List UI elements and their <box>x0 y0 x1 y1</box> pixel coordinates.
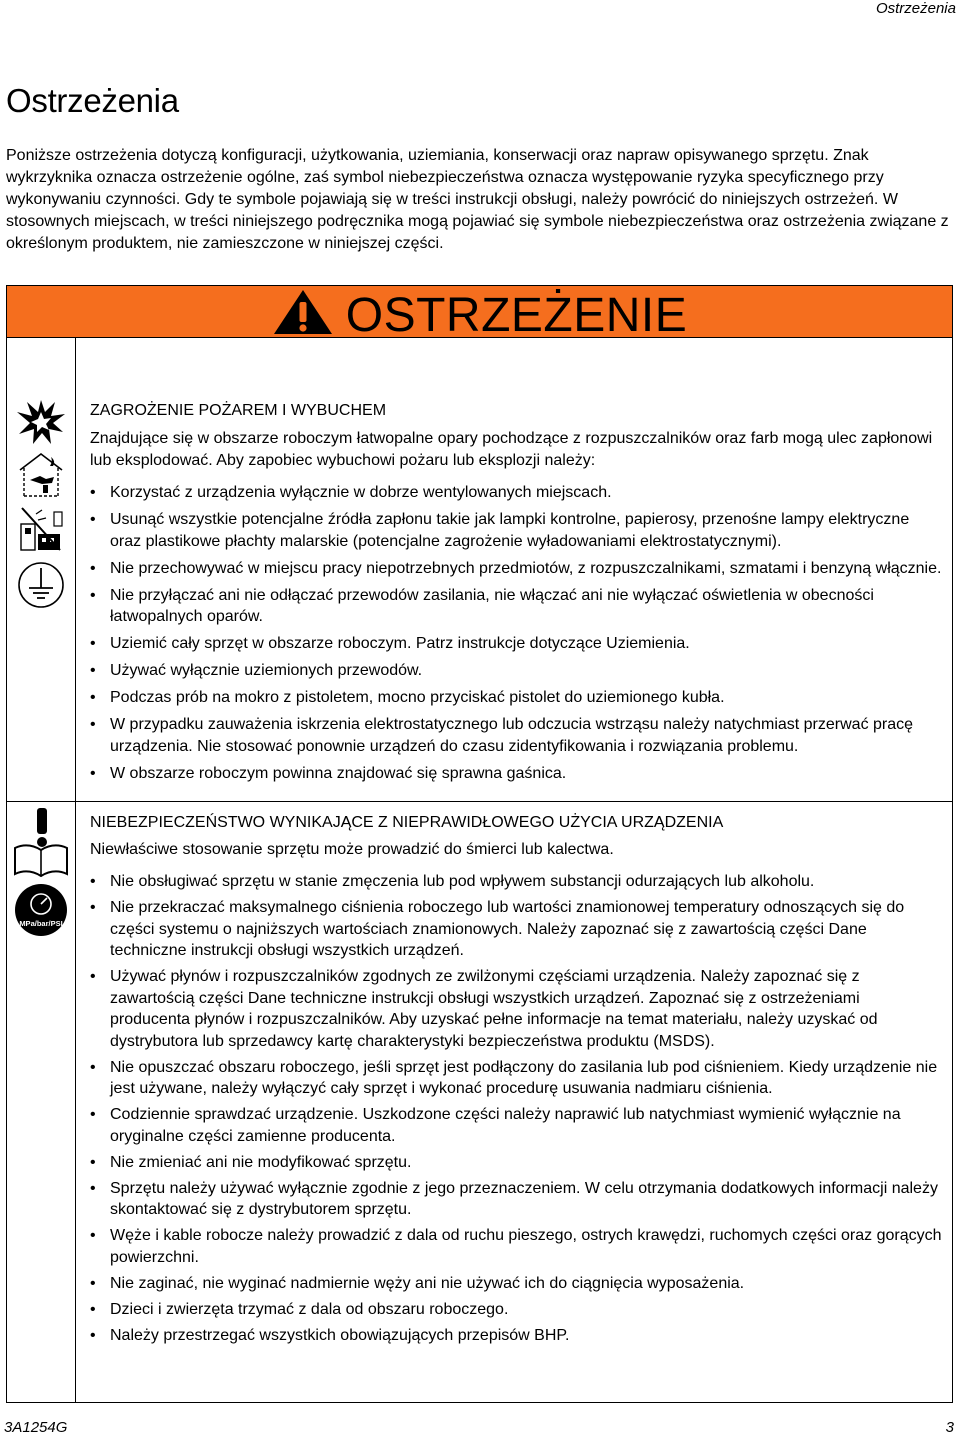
list-item: • Codziennie sprawdzać urządzenie. Uszkodzone części należy naprawić lub natychmiast wymienić wyłącznie na oryginalne części zamienne producenta. <box>90 1104 944 1147</box>
intro-paragraph: Poniższe ostrzeżenia dotyczą konfiguracji, użytkowania, uziemiania, konserwacji oraz napraw opisywanego sprzętu. Znak wykrzyknika oznacza ostrzeżenie ogólne, zaś symbol niebezpieczeństwa oznacza występowanie ryzyka specyficznego przy wykonywaniu czynności. Gdy te symbole pojawiają się w treści instrukcji obsługi, należy powrócić do niniejszych ostrzeżeń. W stosownych miejscach, w treści niniejszego podręcznika mogą pojawiać się symbole niebezpieczeństwa oraz ostrzeżenia związane z określonym produktem, nie zamieszczone w niniejszej części. <box>6 147 949 252</box>
list-item: • Sprzętu należy używać wyłącznie zgodnie z jego przeznaczeniem. W celu otrzymania dodatkowych informacji należy skontaktować się z dystrybutorem sprzętu. <box>90 1178 944 1221</box>
list-item: • Nie zaginać, nie wyginać nadmiernie węży ani nie używać ich do ciągnięcia wyposażenia. <box>90 1273 944 1295</box>
list-item: • Używać płynów i rozpuszczalników zgodnych ze zwilżonymi częściami urządzenia. Należy zapoznać się z zawartością części Dane techniczne instrukcji obsługi wszystkich urządzeń. Zapoznać się z ostrzeżeniami producenta płynów i rozpuszczalników. Aby uzyskać pełne informacje na temat materiału, należy uzyskać od dystrybutora lub sprzedawcy kartę charakterystyki bezpieczeństwa produktu (MSDS). <box>90 966 944 1052</box>
list-item: • Należy przestrzegać wszystkich obowiązujących przepisów BHP. <box>90 1325 944 1347</box>
list-item: • Używać wyłącznie uziemionych przewodów. <box>90 660 944 682</box>
list-item: • Węże i kable robocze należy prowadzić z dala od ruchu pieszego, ostrych krawędzi, ruchomych części oraz gorących powierzchni. <box>90 1225 944 1268</box>
fire-hazard-house-icon <box>16 450 66 498</box>
list-item: • Nie przechowywać w miejscu pracy niepotrzebnych przedmiotów, z rozpuszczalnikami, szmatami i benzyną włącznie. <box>90 558 944 580</box>
list-item: • Dzieci i zwierzęta trzymać z dala od obszaru roboczego. <box>90 1299 944 1321</box>
list-item: • Nie obsługiwać sprzętu w stanie zmęczenia lub pod wpływem substancji odurzających lub alkoholu. <box>90 871 944 893</box>
warning-banner <box>7 286 952 342</box>
list-item: • Uziemić cały sprzęt w obszarze roboczym. Patrz instrukcje dotyczące Uziemienia. <box>90 633 944 655</box>
page-title: Ostrzeżenia <box>6 82 179 119</box>
section-heading: ZAGROŻENIE POŻAREM I WYBUCHEM <box>90 402 387 419</box>
bullet-list <box>90 871 944 1346</box>
list-item: • Usunąć wszystkie potencjalne źródła zapłonu takie jak lampki kontrolne, papierosy, przenośne lampy elektryczne oraz plastikowe płachty malarskie (potencjalne zagrożenie wyładowaniami elektrostatycznymi). <box>90 509 944 552</box>
read-manual-exclamation-icon <box>11 806 71 878</box>
ground-symbol-icon <box>16 560 66 610</box>
pressure-gauge-icon <box>13 882 69 938</box>
document-number: 3A1254G <box>4 1419 68 1436</box>
section-intro: Niewłaściwe stosowanie sprzętu może prowadzić do śmierci lub kalectwa. <box>90 841 614 858</box>
section-icons <box>7 338 76 801</box>
explosion-icon <box>15 396 67 448</box>
bullet-list <box>90 482 944 784</box>
section-intro: Znajdujące się w obszarze roboczym łatwopalne opary pochodzące z rozpuszczalników oraz farb mogą ulec zapłonowi lub eksplodować. Aby zapobiec wybuchowi pożaru lub eksplozji należy: <box>90 430 933 469</box>
list-item: • Nie zmieniać ani nie modyfikować sprzętu. <box>90 1152 944 1174</box>
section-icons <box>7 802 76 1402</box>
list-item: • W obszarze roboczym powinna znajdować się sprawna gaśnica. <box>90 763 944 785</box>
page-number: 3 <box>945 1419 954 1436</box>
section-fire-explosion <box>7 338 952 802</box>
no-sparks-icon <box>16 504 66 554</box>
list-item: • Nie opuszczać obszaru roboczego, jeśli sprzęt jest podłączony do zasilania lub pod ciśnieniem. Kiedy urządzenie nie jest używane, należy wyłączyć cały sprzęt i wykonać procedurę usuwania nadmiaru ciśnienia. <box>90 1057 944 1100</box>
warning-banner-label: OSTRZEŻENIE <box>345 288 688 342</box>
section-heading: NIEBEZPIECZEŃSTWO WYNIKAJĄCE Z NIEPRAWIDŁOWEGO UŻYCIA URZĄDZENIA <box>90 814 724 831</box>
gauge-label: MPa/bar/PSI <box>19 919 63 928</box>
warning-table <box>6 285 953 1403</box>
list-item: • Korzystać z urządzenia wyłącznie w dobrze wentylowanych miejscach. <box>90 482 944 504</box>
warning-triangle-icon <box>272 288 334 336</box>
section-equipment-misuse <box>7 802 952 1402</box>
list-item: • Nie przyłączać ani nie odłączać przewodów zasilania, nie włączać ani nie wyłączać oświetlenia w obecności łatwopalnych oparów. <box>90 585 944 628</box>
list-item: • Nie przekraczać maksymalnego ciśnienia roboczego lub wartości znamionowej temperatury odnoszących się do części systemu o najniższych wartościach znamionowych. Należy zapoznać się z zawartością części Dane techniczne instrukcji obsługi wszystkich urządzeń. <box>90 897 944 962</box>
list-item: • Podczas prób na mokro z pistoletem, mocno przyciskać pistolet do uziemionego kubła. <box>90 687 944 709</box>
list-item: • W przypadku zauważenia iskrzenia elektrostatycznego lub odczucia wstrząsu należy natychmiast przerwać pracę urządzenia. Nie stosować ponownie urządzeń do czasu zidentyfikowania i rozwiązania problemu. <box>90 714 944 757</box>
running-header: Ostrzeżenia <box>875 0 956 17</box>
